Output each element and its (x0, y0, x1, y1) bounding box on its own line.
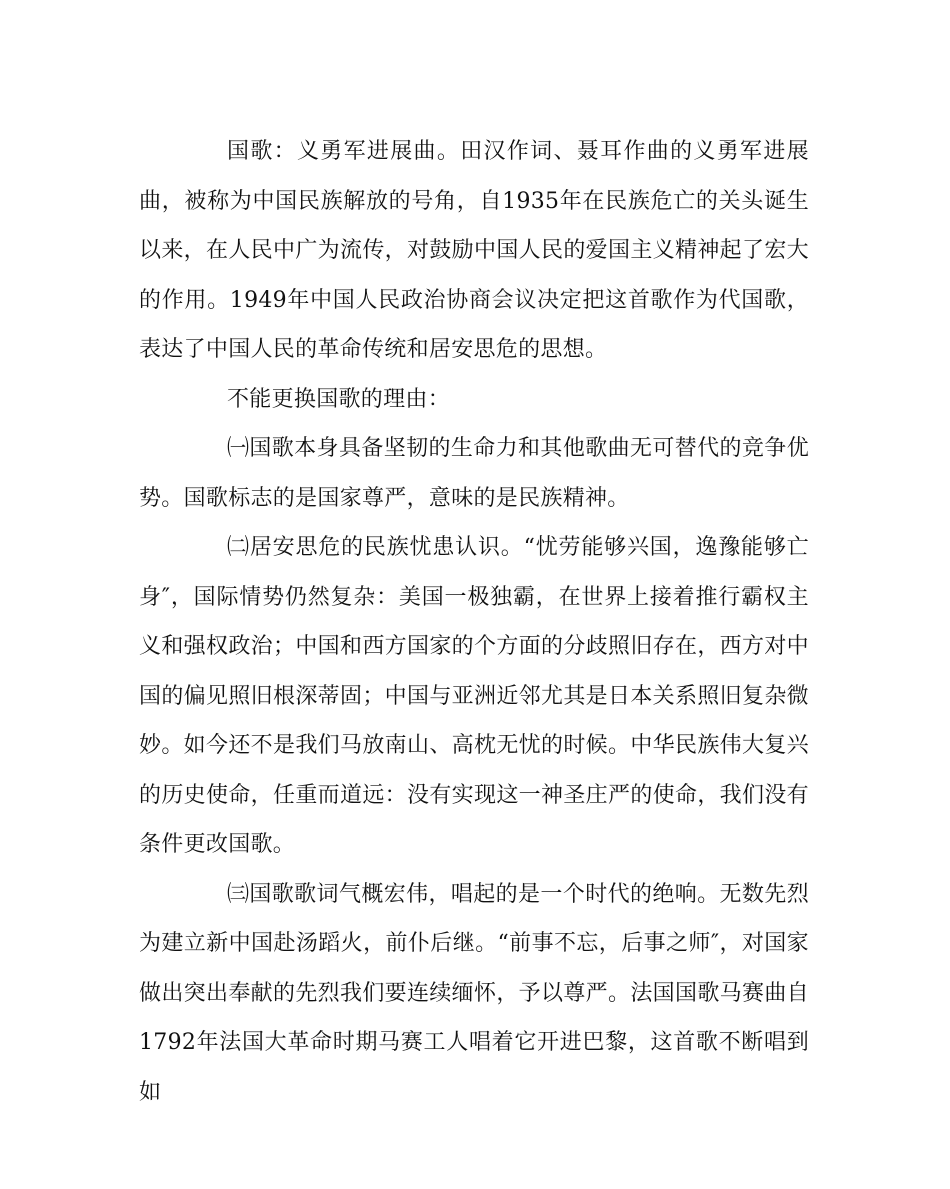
paragraph-reasons-heading: 不能更换国歌的理由： (227, 386, 451, 412)
document-body (139, 127, 809, 1117)
paragraph-reason-1: ㈠国歌本身具备坚韧的生命力和其他歌曲无可替代的竞争优势。国歌标志的是国家尊严，意味的是民族精神。 (139, 436, 809, 511)
paragraph-anthem-intro: 国歌：义勇军进展曲。田汉作词、聂耳作曲的义勇军进展曲，被称为中国民族解放的号角，自1935年在民族危亡的关头诞生以来，在人民中广为流传，对鼓励中国人民的爱国主义精神起了宏大的作用。1949年中国人民政治协商会议决定把这首歌作为代国歌，表达了中国人民的革命传统和居安思危的思想。 (139, 139, 809, 362)
paragraph-reason-2: ㈡居安思危的民族忧患认识。“忧劳能够兴国，逸豫能够亡身″，国际情势仍然复杂：美国一极独霸，在世界上接着推行霸权主义和强权政治；中国和西方国家的个方面的分歧照旧存在，西方对中国的偏见照旧根深蒂固；中国与亚洲近邻尤其是日本关系照旧复杂微妙。如今还不是我们马放南山、高枕无忧的时候。中华民族伟大复兴的历史使命，任重而道远：没有实现这一神圣庄严的使命，我们没有条件更改国歌。 (139, 535, 809, 857)
paragraph-reason-3: ㈢国歌歌词气概宏伟，唱起的是一个时代的绝响。无数先烈为建立新中国赴汤蹈火，前仆后继。“前事不忘，后事之师″，对国家做出突出奉献的先烈我们要连续缅怀，予以尊严。法国国歌马赛曲自1792年法国大革命时期马赛工人唱着它开进巴黎，这首歌不断唱到如 (139, 881, 809, 1105)
